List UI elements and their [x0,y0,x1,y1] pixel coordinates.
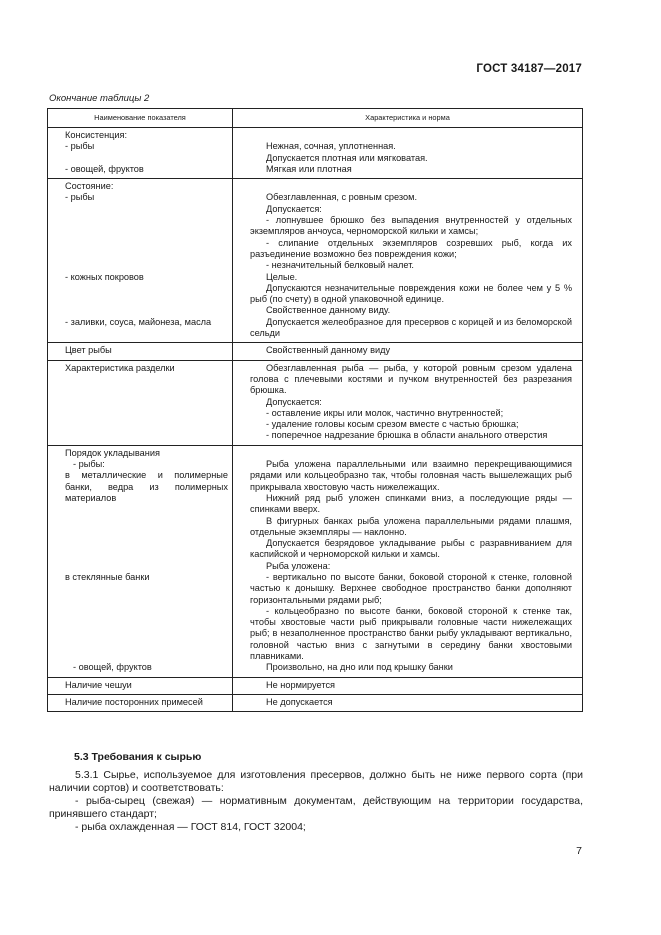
row-color-value: Свойственный данному виду [233,343,583,360]
row-impurities-label: Наличие посторонних примесей [48,694,233,711]
row-scales-value: Не нормируется [233,677,583,694]
row-condition-label: Состояние: - рыбы - кожных покровов - заливки, соуса, майонеза, масла [48,179,233,343]
paragraph: - рыба охлажденная — ГОСТ 814, ГОСТ 32004; [75,821,306,833]
table-header-row [48,109,583,128]
table-row [48,179,583,343]
row-impurities-value: Не допускается [233,694,583,711]
row-consistency-label: Консистенция: - рыбы - овощей, фруктов [48,128,233,179]
table-row [48,677,583,694]
table-caption: Окончание таблицы 2 [49,93,150,104]
standard-number: ГОСТ 34187—2017 [476,63,582,75]
table-row [48,445,583,677]
paragraph: - рыба-сырец (свежая) — нормативным документам, действующим на территории государства, принявшего стандарт; [49,795,583,820]
column-header-norm: Характеристика и норма [233,109,583,128]
table-row [48,694,583,711]
table-row [48,128,583,179]
row-cutting-label: Характеристика разделки [48,360,233,445]
spec-table [47,108,583,712]
row-packing-label: Порядок укладывания - рыбы: в металлические и полимерные банки, ведра из полимерных материалов в стеклянные банки - овощей, фруктов [48,445,233,677]
row-packing-value: Рыба уложена параллельными или взаимно перекрещивающимися рядами или кольцеобразно так, чтобы головная часть вышележащих рыб прикрывала хвостовую часть нижележащих. Нижний ряд рыб уложен спинками вниз, а последующие ряды — спинками вверх. В фигурных банках рыба уложена параллельными рядами плашмя, отдельные экземпляры — наклонно. Допускается безрядовое укладывание рыбы с разравниванием для каспийской и черноморской кильки и хамсы. Рыба уложена: - вертикально по высоте банки, боковой стороной к стенке, головной частью к донышку. Верхнее свободное пространство банки дополняют горизонтальными рядами рыб; - кольцеобразно по высоте банки, боковой стороной к стенке так, чтобы хвостовые части рыб прикрывали головные части нижележащих рыб; в незаполненное пространство банки рыбу укладывают вертикально, головной частью вниз с загнутыми в середину банки хвостовыми плавниками. Произвольно, на дно или под крышку банки [233,445,583,677]
table-row [48,360,583,445]
row-consistency-value: Нежная, сочная, уплотненная. Допускается плотная или мягковатая. Мягкая или плотная [233,128,583,179]
paragraph: 5.3.1 Сырье, используемое для изготовления пресервов, должно быть не ниже первого сорта (при наличии сортов) и соответствовать: [49,769,583,794]
row-cutting-value: Обезглавленная рыба — рыба, у которой ровным срезом удалена голова с плечевыми костями и пучком внутренностей без разрезания брюшка. Допускается: - оставление икры или молок, частично внутренностей; - удаление головы косым срезом вместе с частью брюшка; - поперечное надрезание брюшка в области анального отверстия [233,360,583,445]
table-row [48,343,583,360]
page-number: 7 [576,845,582,857]
row-scales-label: Наличие чешуи [48,677,233,694]
section-title: 5.3 Требования к сырью [74,751,202,763]
section-body [49,769,583,834]
row-condition-value: Обезглавленная, с ровным срезом. Допускается: - лопнувшее брюшко без выпадения внутренностей у отдельных экземпляров анчоуса, черноморской кильки и хамсы; - слипание отдельных экземпляров созревших рыб, когда их разъединение возможно без повреждения кожи; - незначительный белковый налет. Целые. Допускаются незначительные повреждения кожи не более чем у 5 % рыб (по счету) в одной упаковочной единице. Свойственное данному виду. Допускается желеобразное для пресервов с корицей и из беломорской сельди [233,179,583,343]
row-color-label: Цвет рыбы [48,343,233,360]
column-header-indicator: Наименование показателя [48,109,233,128]
